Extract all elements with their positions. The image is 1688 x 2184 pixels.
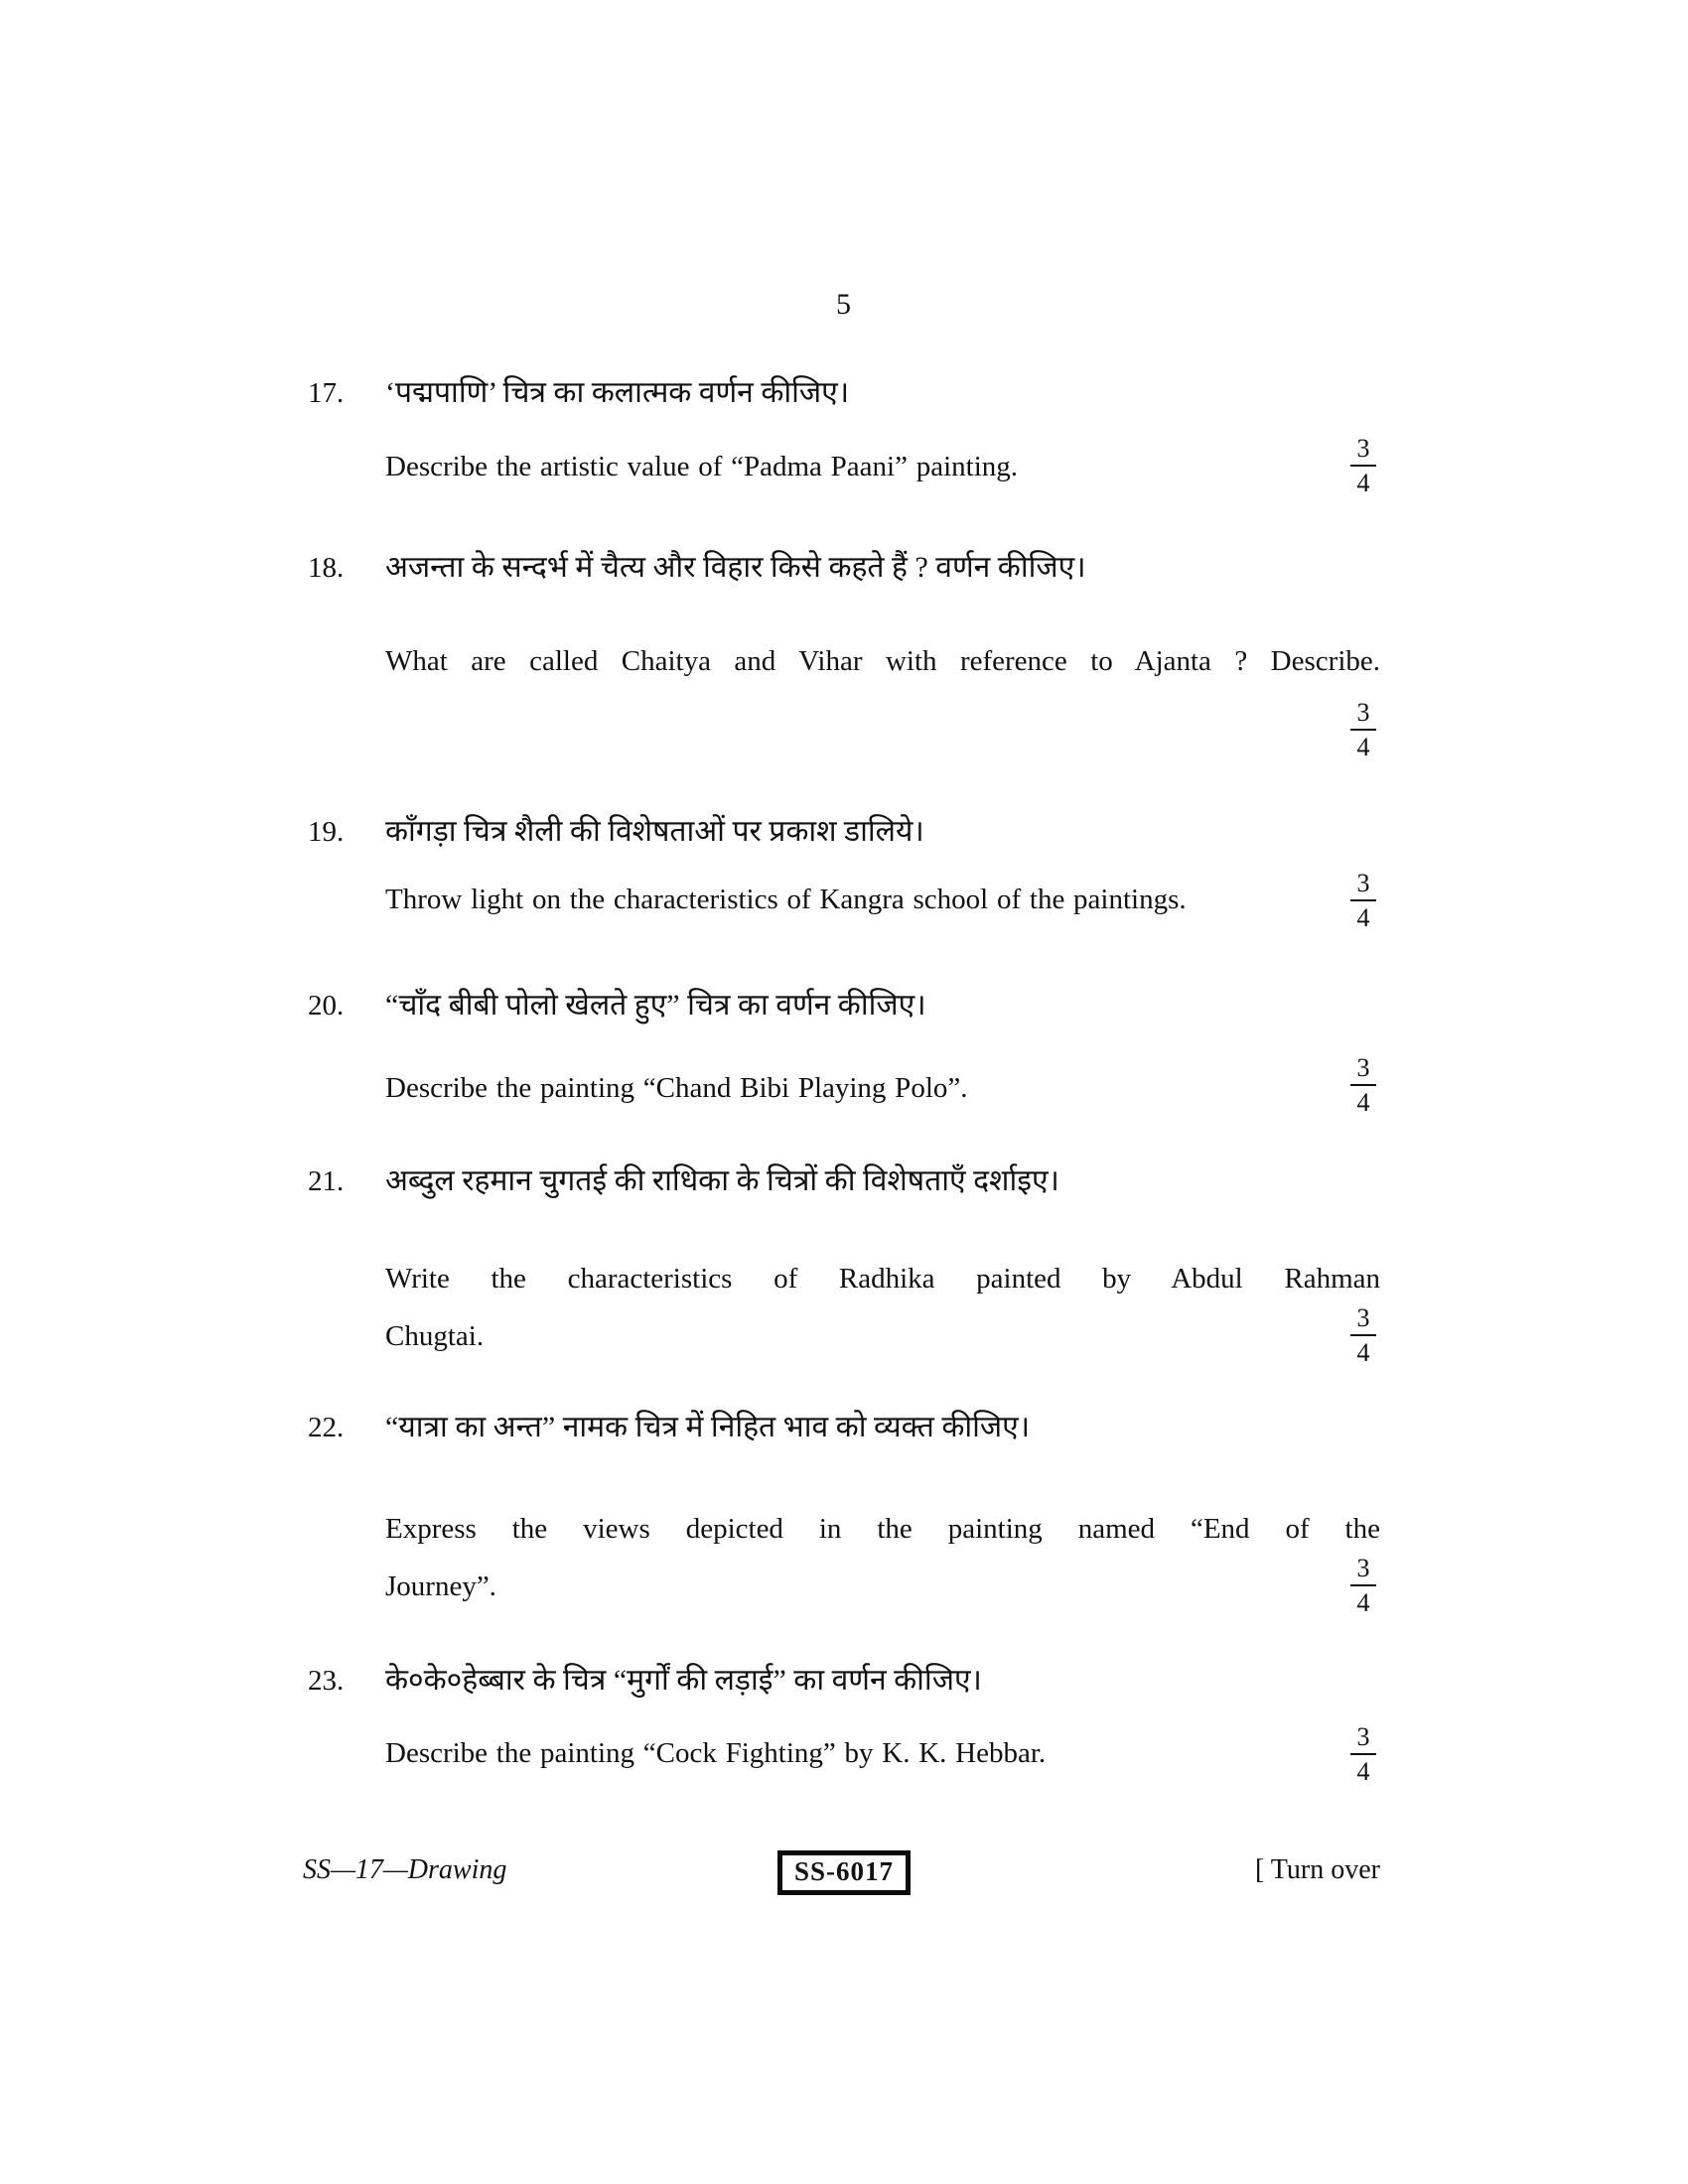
marks-numerator: 3 — [1356, 434, 1370, 463]
fraction-bar — [1350, 899, 1376, 901]
marks-numerator: 3 — [1356, 1722, 1370, 1751]
question-19-english: Throw light on the characteristics of Kangra school of the paintings. — [385, 884, 1187, 915]
question-19-number: 19. — [308, 816, 345, 848]
question-17-hindi: ‘पद्मपाणि’ चित्र का कलात्मक वर्णन कीजिए। — [385, 376, 850, 409]
question-17-number: 17. — [308, 377, 345, 409]
fraction-bar — [1350, 729, 1376, 731]
question-20-number: 20. — [308, 990, 345, 1022]
marks-numerator: 3 — [1356, 1053, 1370, 1082]
question-22-hindi: “यात्रा का अन्त” नामक चित्र में निहित भाव को व्यक्त कीजिए। — [385, 1411, 1031, 1443]
marks-numerator: 3 — [1356, 1303, 1370, 1332]
question-21-english-line2: Chugtai. — [385, 1320, 485, 1352]
question-21-english-line1: Write the characteristics of Radhika painted by Abdul Rahman — [385, 1263, 1380, 1295]
marks-numerator: 3 — [1356, 869, 1370, 897]
question-18-hindi: अजन्ता के सन्दर्भ में चैत्य और विहार किसे कहते हैं ? वर्णन कीजिए। — [385, 551, 1086, 584]
fraction-bar — [1350, 1584, 1376, 1586]
question-18-marks — [1342, 699, 1384, 761]
marks-denominator: 4 — [1356, 1588, 1370, 1618]
fraction-bar — [1350, 1753, 1376, 1755]
footer-turn-over: [ Turn over — [1254, 1854, 1380, 1885]
question-18-english: What are called Chaitya and Vihar with reference to Ajanta ? Describe. — [385, 645, 1380, 677]
question-20-hindi: “चाँद बीबी पोलो खेलते हुए” चित्र का वर्णन कीजिए। — [385, 989, 926, 1022]
footer-series-code-box: SS-6017 — [777, 1850, 911, 1895]
question-18-number: 18. — [308, 552, 345, 584]
marks-denominator: 4 — [1356, 733, 1370, 762]
page-number: 5 — [836, 288, 852, 321]
question-22-marks — [1342, 1555, 1384, 1617]
question-19-hindi: काँगड़ा चित्र शैली की विशेषताओं पर प्रकाश डालिये। — [385, 815, 924, 848]
fraction-bar — [1350, 1334, 1376, 1336]
question-19-marks — [1342, 870, 1384, 932]
fraction-bar — [1350, 465, 1376, 467]
fraction-bar — [1350, 1084, 1376, 1086]
question-17-english: Describe the artistic value of “Padma Paani” painting. — [385, 451, 1019, 482]
question-22-english-line2: Journey”. — [385, 1570, 496, 1602]
marks-denominator: 4 — [1356, 903, 1370, 933]
marks-numerator: 3 — [1356, 1554, 1370, 1582]
question-22-number: 22. — [308, 1412, 345, 1443]
question-21-marks — [1342, 1304, 1384, 1367]
question-23-hindi: के०के०हेब्बार के चित्र “मुर्गों की लड़ाई” का वर्णन कीजिए। — [385, 1664, 982, 1697]
question-23-number: 23. — [308, 1665, 345, 1697]
marks-denominator: 4 — [1356, 469, 1370, 498]
question-23-marks — [1342, 1723, 1384, 1786]
question-21-hindi: अब्दुल रहमान चुगतई की राधिका के चित्रों की विशेषताएँ दर्शाइए। — [385, 1164, 1059, 1197]
question-22-english-line1: Express the views depicted in the painting named “End of the — [385, 1513, 1380, 1545]
footer-paper-code: SS—17—Drawing — [303, 1854, 507, 1885]
question-21-number: 21. — [308, 1165, 345, 1197]
marks-denominator: 4 — [1356, 1338, 1370, 1368]
question-23-english: Describe the painting “Cock Fighting” by K. K. Hebbar. — [385, 1737, 1047, 1769]
question-20-english: Describe the painting “Chand Bibi Playing Polo”. — [385, 1072, 968, 1104]
question-17-marks — [1342, 435, 1384, 497]
marks-denominator: 4 — [1356, 1088, 1370, 1118]
marks-numerator: 3 — [1356, 698, 1370, 727]
question-20-marks — [1342, 1054, 1384, 1117]
marks-denominator: 4 — [1356, 1757, 1370, 1787]
